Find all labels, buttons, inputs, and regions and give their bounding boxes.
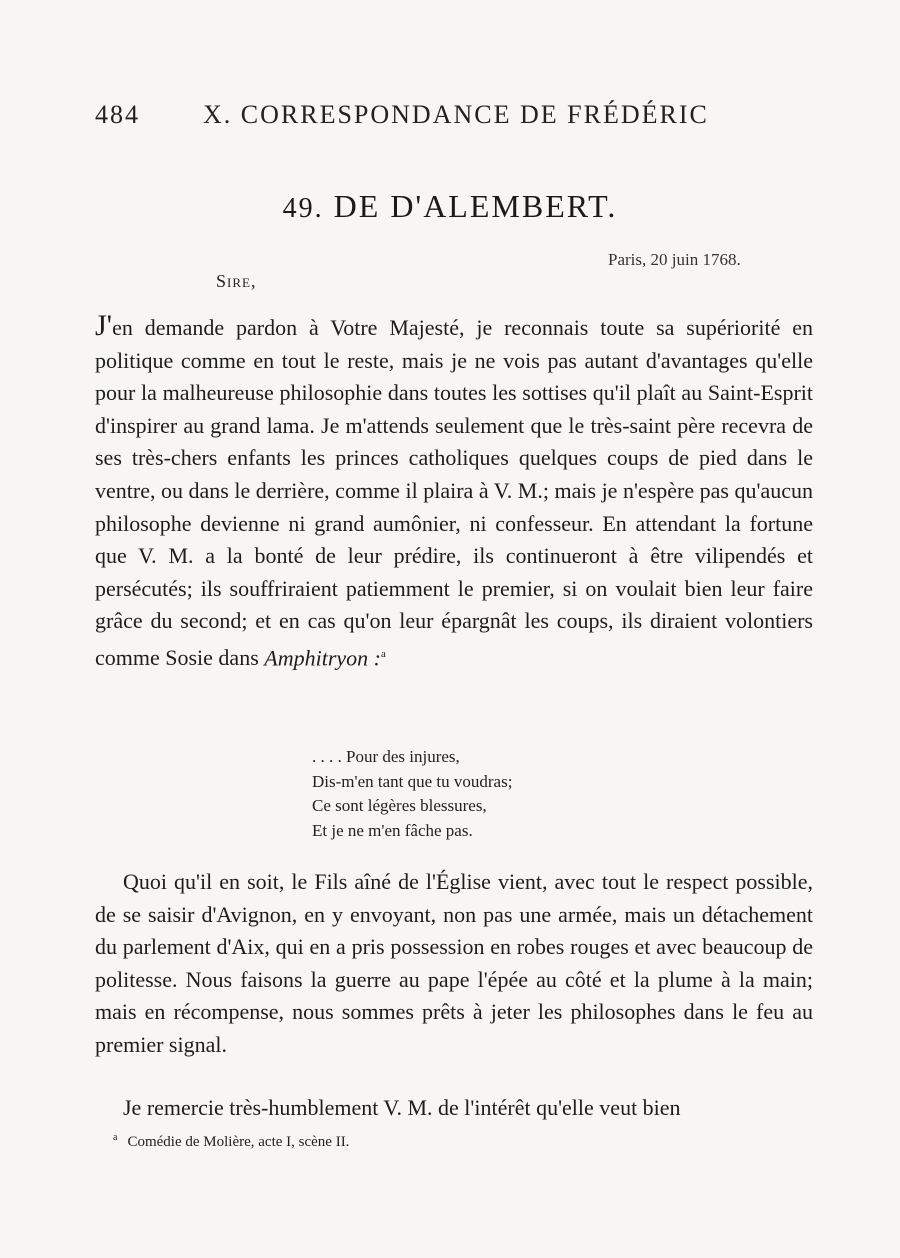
- paragraph-2-text: Quoi qu'il en soit, le Fils aîné de l'Église vient, avec tout le respect possible, de se saisir d'Avignon, en y envoyant, non pas une armée, mais un détachement du parlement d'Aix, qui en a pris possession en robes rouges et avec beaucoup de politesse. Nous faisons la guerre au pape l'épée au côté et la plume à la main; mais en récompense, nous sommes prêts à jeter les philosophes dans le feu au premier signal.: [95, 869, 813, 1057]
- running-head-title: X. CORRESPONDANCE DE FRÉDÉRIC: [203, 100, 709, 129]
- play-title: Amphitryon :: [264, 645, 381, 671]
- letter-title: DE D'ALEMBERT.: [333, 188, 618, 224]
- paragraph-1: [95, 310, 813, 675]
- verse-line: Et je ne m'en fâche pas.: [312, 820, 473, 840]
- verse-line: Dis-m'en tant que tu voudras;: [312, 771, 513, 791]
- verse-line: . . . . Pour des injures,: [312, 747, 460, 766]
- paragraph-2: [95, 866, 813, 1062]
- dateline: Paris, 20 juin 1768.: [608, 250, 741, 269]
- paragraph-1-text: J'en demande pardon à Votre Majesté, je reconnais toute sa supériorité en politique comme en tout le reste, mais je ne vois pas autant d'avantages qu'elle pour la malheureuse philosophie dans toutes les sottises qu'il plaît au Saint-Esprit d'inspirer au grand lama. Je m'attends seulement que le très-saint père recevra de ses très-chers enfants les princes catholiques quelques coups de pied dans le ventre, ou dans le derrière, comme il plaira à V. M.; mais je n'espère pas qu'aucun philosophe devienne ni grand aumônier, ni confesseur. En attendant la fortune que V. M. a la bonté de leur prédire, ils continueront à être vilipendés et persécutés; ils souffriraient patiemment le premier, si on voulait bien leur faire grâce du second; et en cas qu'on leur épargnât les coups, ils diraient volontiers comme Sosie dans: [95, 309, 813, 671]
- salutation: Sire,: [216, 271, 257, 291]
- footnote-ref[interactable]: a: [380, 647, 386, 660]
- paragraph-3: [95, 1092, 813, 1125]
- verse-quote: [312, 745, 512, 843]
- letter-number: 49.: [282, 193, 324, 224]
- page-number: 484: [95, 100, 140, 129]
- footnote-mark: a: [113, 1132, 118, 1143]
- letter-heading: [0, 188, 900, 225]
- footnote: [113, 1132, 349, 1151]
- running-head: [95, 100, 735, 134]
- verse-line: Ce sont légères blessures,: [312, 796, 487, 815]
- paragraph-3-text: Je remercie très-humblement V. M. de l'intérêt qu'elle veut bien: [123, 1095, 681, 1120]
- footnote-text: Comédie de Molière, acte I, scène II.: [127, 1134, 350, 1150]
